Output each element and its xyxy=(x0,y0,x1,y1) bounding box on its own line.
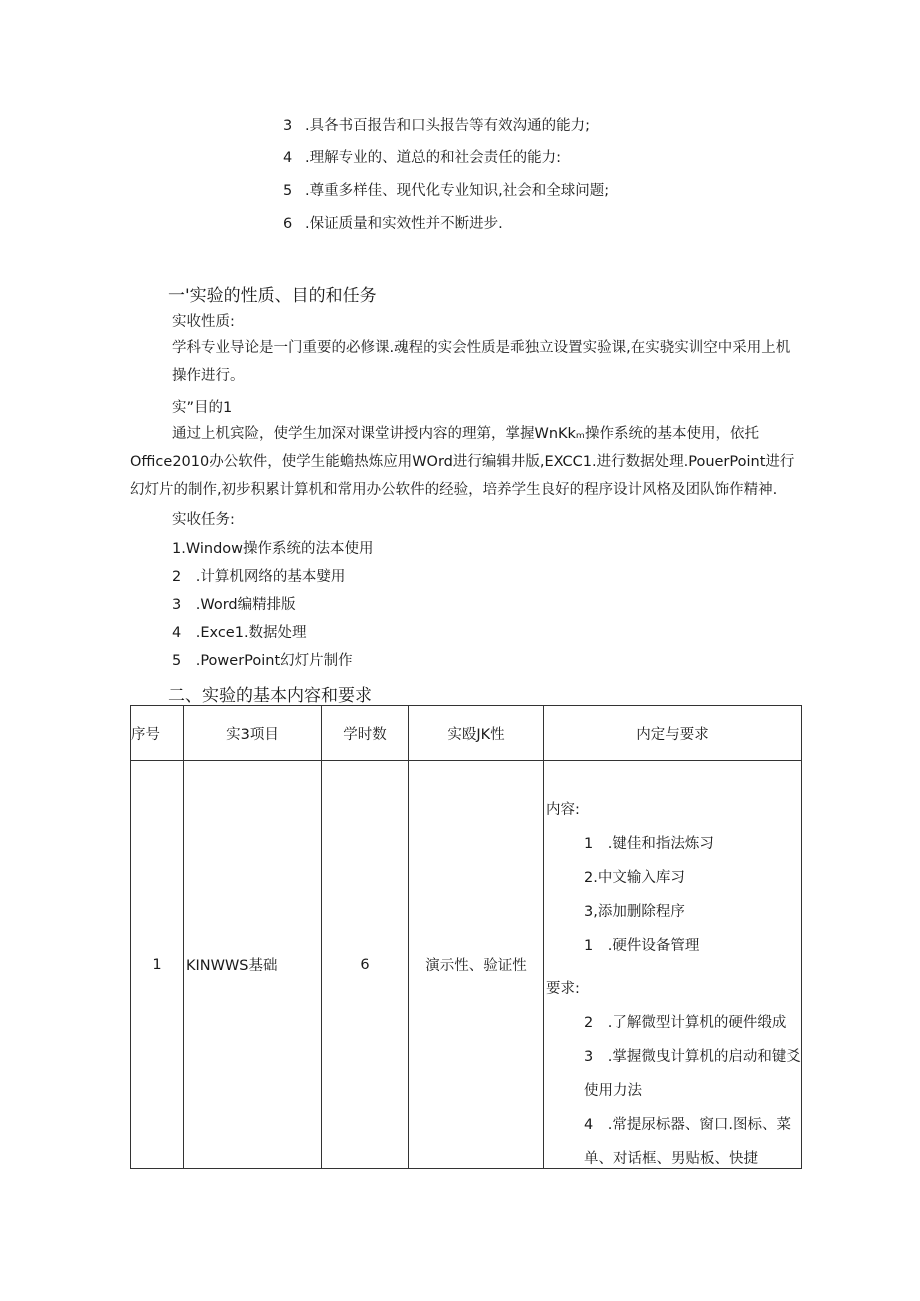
section-heading: 一'实验的性质、目的和任务 xyxy=(168,286,377,306)
row-number: 1 xyxy=(131,761,184,1169)
list-item: 4 .理解专业的、道总的和社会责任的能力: xyxy=(283,150,561,166)
task-item: 4 .Exce1.数据处理 xyxy=(172,625,307,641)
header-cell: 实3项目 xyxy=(184,706,322,761)
requirements-table xyxy=(130,705,802,1169)
content-label: 内容: xyxy=(546,802,580,818)
list-item: 3 .具各书百报告和口头报告等有效沟通的能力; xyxy=(283,118,590,134)
task-item: 3 .Word编精排版 xyxy=(172,597,296,613)
nature-label: 实收性质: xyxy=(172,314,235,330)
row-project: KINWWS基础 xyxy=(184,761,322,1169)
purpose-paragraph: 通过上机宾险，使学生加深对课堂讲授内容的理第，掌握WnKkₘ操作系统的基本使用，依托Office2010办公软件，使学生能蟾热炼应用WOrd进行编辑井版,EXCC1.进行数据处理.PouerPoint进行幻灯片的制作,初步积累计算机和常用办公软件的经验，培养学生良好的程序设计风格及团队饰作精神. xyxy=(130,426,795,498)
list-item: 5 .尊重多样佳、现代化专业知识,社会和全球问题; xyxy=(283,183,610,199)
content-item: 1 .键佳和指法炼习 xyxy=(584,836,714,852)
tasks-label: 实收任务: xyxy=(172,512,235,528)
require-item: 2 .了解微型计算机的硬件缎成 xyxy=(584,1015,787,1031)
row-hours: 6 xyxy=(322,761,409,1169)
content-item: 3,添加删除程序 xyxy=(584,904,685,920)
task-item: 1.Window操作系统的法本使用 xyxy=(172,541,374,557)
content-item: 2.中文输入库习 xyxy=(584,870,685,886)
section-heading: 二、实验的基本内容和要求 xyxy=(168,686,372,706)
header-cell: 实殴JK性 xyxy=(409,706,544,761)
nature-paragraph: 学科专业导论是一门重要的必修课.魂程的实会性质是乖独立设置实验课,在实骁实训空中采用上机操作进行。 xyxy=(172,340,791,384)
header-cell: 学时数 xyxy=(322,706,409,761)
table-row xyxy=(131,761,802,1169)
task-item: 2 .计算机网络的基本嬖用 xyxy=(172,569,346,585)
purpose-label: 实”目的1 xyxy=(172,400,233,416)
header-cell: 内定与要求 xyxy=(544,706,802,761)
require-item: 3 .掌握微曳计算机的启动和键爻 xyxy=(584,1049,801,1065)
require-item: 单、对话框、男贴板、快捷 xyxy=(584,1151,758,1167)
require-item: 使用力法 xyxy=(584,1083,642,1099)
row-content-requirements xyxy=(544,761,802,1169)
row-nature: 演示性、验证性 xyxy=(409,761,544,1169)
list-item: 6 .保证质量和实效性并不断进步. xyxy=(283,216,503,232)
require-item: 4 .常提尿标器、窗口.图标、菜 xyxy=(584,1117,791,1133)
header-cell: 序号 xyxy=(131,706,184,761)
task-item: 5 .PowerPoint幻灯片制作 xyxy=(172,653,353,669)
content-item: 1 .硬件设备管理 xyxy=(584,938,700,954)
table-header-row xyxy=(131,706,802,761)
require-label: 要求: xyxy=(546,981,580,997)
